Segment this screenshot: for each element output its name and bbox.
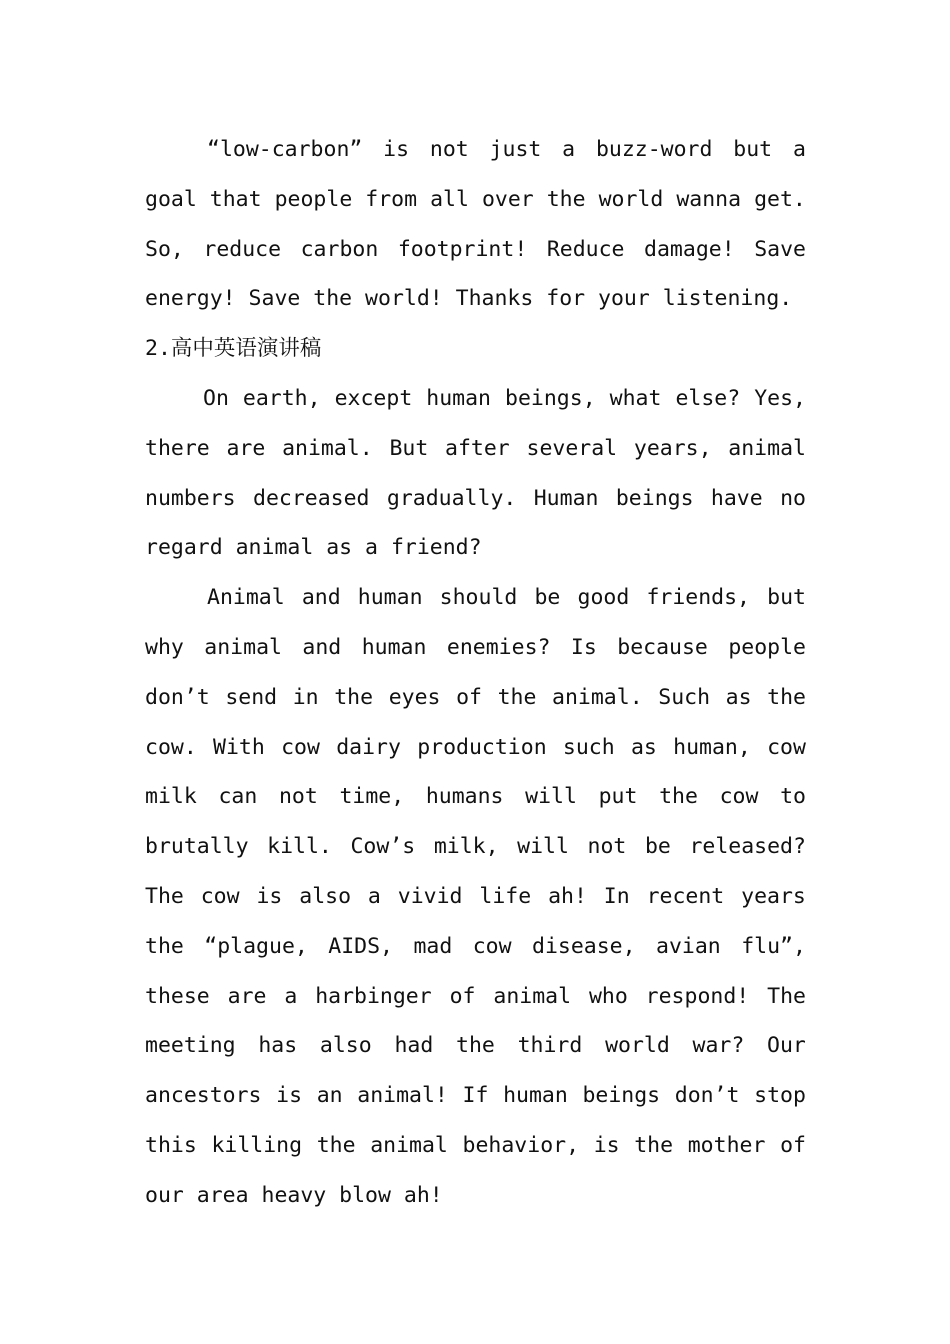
word: also (299, 883, 352, 909)
word: why (145, 634, 184, 660)
word: earth, (242, 385, 321, 411)
word: milk, (433, 834, 499, 860)
word: human (426, 385, 492, 411)
paragraph-low-carbon (145, 125, 806, 324)
word: reduce (203, 236, 282, 262)
word: released? (689, 834, 806, 860)
word: and (302, 634, 342, 660)
word: but (733, 137, 773, 162)
word: have (710, 485, 763, 511)
word: is (276, 1083, 303, 1109)
text-line (145, 175, 806, 225)
word: human (357, 585, 423, 611)
word: So, (145, 236, 184, 262)
word: not (587, 834, 627, 860)
word: because (617, 634, 708, 660)
word: Cow’s (350, 834, 416, 860)
word: cow (767, 734, 806, 760)
word: numbers (145, 485, 236, 511)
word: a (284, 983, 298, 1009)
word: human (361, 634, 427, 660)
paragraph-animal-human (145, 573, 806, 1220)
word: send (225, 684, 278, 710)
text-line (145, 125, 806, 175)
word: gradually. (386, 485, 517, 511)
word: beings, (505, 385, 596, 411)
word: of (780, 1132, 806, 1158)
word: no (780, 485, 806, 511)
word: over (481, 186, 534, 212)
word: meeting (145, 1033, 236, 1059)
word: has (258, 1033, 298, 1059)
word: such (562, 734, 615, 760)
word: should (439, 585, 518, 611)
word: is (256, 883, 283, 909)
word: flu”, (741, 933, 806, 959)
text-line (145, 872, 806, 922)
word: harbinger (315, 983, 432, 1009)
word: If (462, 1083, 489, 1109)
heading-title: 高中英语演讲稿 (170, 336, 322, 362)
word: cow (472, 933, 512, 959)
word: decreased (253, 485, 370, 511)
word: “plague, (204, 933, 308, 959)
word: Save (754, 236, 806, 262)
word: respond! (645, 983, 750, 1009)
word: animal (370, 1132, 448, 1158)
word: disease, (532, 933, 636, 959)
word: what (609, 385, 662, 411)
word: several (526, 435, 618, 461)
word: On (203, 385, 229, 411)
word: just (489, 137, 542, 162)
word: all (430, 186, 469, 212)
document-body (145, 125, 806, 1221)
word: production (417, 734, 547, 760)
word: the (497, 684, 537, 710)
text-line (145, 225, 806, 275)
word: a (562, 137, 576, 162)
word: the (767, 684, 806, 710)
word: behavior, (462, 1132, 580, 1158)
word: these (145, 983, 210, 1009)
text-line (145, 972, 806, 1022)
paragraph-earth (145, 374, 806, 573)
word: the (546, 186, 586, 212)
text-line (145, 723, 806, 773)
word: from (365, 186, 418, 212)
section-heading (145, 324, 806, 374)
word: and (301, 585, 341, 611)
text-line (145, 374, 806, 424)
word: a (792, 137, 806, 162)
word: Human (533, 485, 599, 511)
word: animal (493, 983, 572, 1009)
text-line (145, 474, 806, 524)
word: third (517, 1033, 583, 1059)
word: animal! (357, 1083, 448, 1109)
text-line (145, 922, 806, 972)
word: this (145, 1132, 197, 1158)
word: goal (145, 186, 197, 212)
word: human, (673, 734, 751, 760)
word: the (659, 784, 698, 810)
word: Yes, (754, 385, 806, 411)
word: else? (675, 385, 741, 411)
text-line (145, 424, 806, 474)
word: an (316, 1083, 343, 1109)
word: except (334, 385, 413, 411)
word: cow (281, 734, 320, 760)
word: world (598, 186, 664, 212)
word: Such (658, 684, 711, 710)
text-line (145, 573, 806, 623)
word: as (630, 734, 657, 760)
word: Animal (207, 585, 285, 611)
word: mad (413, 933, 453, 959)
word: don’t (674, 1083, 740, 1109)
word: cow (719, 784, 759, 810)
word: friends, (646, 585, 750, 611)
word: to (780, 784, 806, 810)
word: enemies? (446, 634, 551, 660)
word: can (218, 784, 258, 810)
text-line (145, 1021, 806, 1071)
word: people (728, 634, 806, 660)
word: will (525, 784, 577, 810)
word: is (593, 1132, 620, 1158)
word: vivid (397, 883, 463, 909)
word: years (741, 883, 806, 909)
word: get. (754, 186, 806, 212)
word: killing (211, 1132, 303, 1158)
text-line (145, 673, 806, 723)
word: the (456, 1033, 495, 1059)
word: stop (754, 1083, 806, 1109)
word: who (588, 983, 628, 1009)
word: damage! (644, 236, 735, 262)
word: good (577, 585, 630, 611)
word: not (278, 784, 318, 810)
word: the (316, 1132, 356, 1158)
text-line (145, 772, 806, 822)
text-line: regard animal as a friend? (145, 535, 482, 561)
word: brutally (145, 834, 249, 860)
word: humans (425, 784, 504, 810)
word: beings (615, 485, 694, 511)
word: human (503, 1083, 568, 1109)
text-line (145, 822, 806, 872)
word: animal. (552, 684, 643, 710)
word: kill. (267, 834, 332, 860)
word: eyes (388, 684, 441, 710)
word: but (767, 585, 806, 611)
word: also (319, 1033, 372, 1059)
word: animal. (282, 435, 373, 461)
word: With (213, 734, 265, 760)
word: cow (200, 883, 240, 909)
word: war? (692, 1033, 745, 1059)
word: cow. (145, 734, 197, 760)
word: time, (339, 784, 405, 810)
word: But (389, 435, 429, 461)
word: the (334, 684, 374, 710)
word: put (598, 784, 638, 810)
text-line: our area heavy blow ah! (145, 1182, 443, 1208)
text-line (145, 1071, 806, 1121)
word: beings (582, 1083, 661, 1109)
text-line: energy! Save the world! Thanks for your listening. (145, 286, 793, 312)
word: milk (145, 784, 197, 810)
word: Our (767, 1033, 806, 1059)
word: “low-carbon” (207, 137, 363, 162)
word: there (145, 435, 210, 461)
word: animal (204, 634, 282, 660)
word: avian (656, 933, 721, 959)
heading-number: 2. (145, 336, 171, 362)
word: not (429, 137, 469, 162)
text-line (145, 1121, 806, 1171)
word: be (534, 585, 561, 611)
word: after (445, 435, 510, 461)
word: will (517, 834, 569, 860)
word: are (226, 435, 266, 461)
word: the (634, 1132, 674, 1158)
word: footprint! (397, 236, 528, 262)
word: mother (687, 1132, 766, 1158)
word: in (292, 684, 319, 710)
word: buzz-word (595, 137, 713, 162)
word: of (456, 684, 482, 710)
word: world (605, 1033, 670, 1059)
word: ancestors (145, 1083, 262, 1109)
word: a (367, 883, 381, 909)
word: life (479, 883, 532, 909)
word: don’t (145, 684, 210, 710)
word: Is (570, 634, 597, 660)
word: animal (728, 435, 806, 461)
word: the (145, 933, 184, 959)
word: that (209, 186, 262, 212)
word: as (725, 684, 752, 710)
word: wanna (676, 186, 742, 212)
word: people (274, 186, 353, 212)
word: AIDS, (328, 933, 394, 959)
word: years, (633, 435, 712, 461)
word: ah! (548, 883, 587, 909)
word: dairy (336, 734, 401, 760)
word: is (383, 137, 410, 162)
word: Reduce (546, 236, 625, 262)
word: be (644, 834, 671, 860)
text-line (145, 623, 806, 673)
word: In (603, 883, 630, 909)
word: had (394, 1033, 434, 1059)
word: The (145, 883, 184, 909)
word: The (767, 983, 806, 1009)
word: of (449, 983, 476, 1009)
word: are (227, 983, 267, 1009)
word: recent (646, 883, 725, 909)
word: carbon (300, 236, 379, 262)
